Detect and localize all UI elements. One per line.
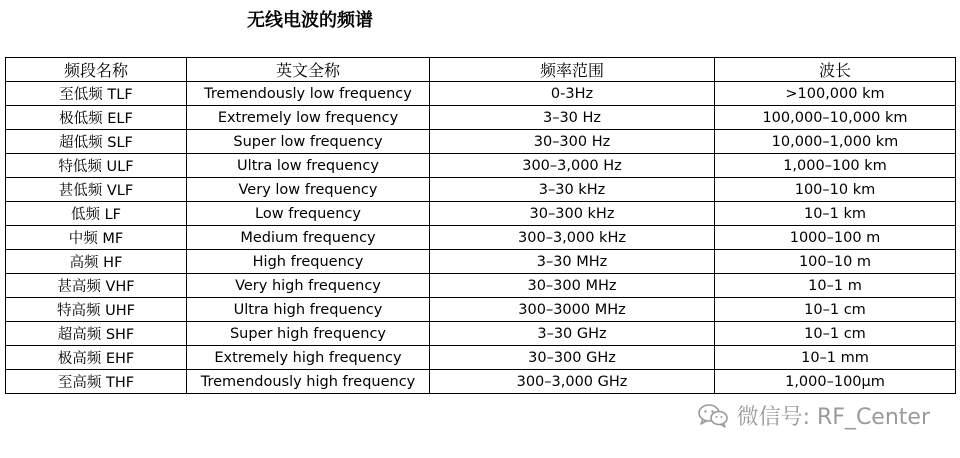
frequency-range-cell: 300–3,000 Hz: [430, 154, 715, 178]
band-name-cell: 高频 HF: [6, 250, 187, 274]
frequency-range-cell: 0-3Hz: [430, 82, 715, 106]
table-row: [6, 226, 956, 250]
wavelength-cell: 1,000–100 km: [715, 154, 956, 178]
english-name-cell: Medium frequency: [187, 226, 430, 250]
band-name-cell: 超高频 SHF: [6, 322, 187, 346]
band-name-cell: 特高频 UHF: [6, 298, 187, 322]
english-name-cell: High frequency: [187, 250, 430, 274]
wavelength-cell: 10–1 m: [715, 274, 956, 298]
band-name-cell: 中频 MF: [6, 226, 187, 250]
frequency-range-cell: 300–3,000 kHz: [430, 226, 715, 250]
frequency-range-cell: 3–30 kHz: [430, 178, 715, 202]
table-row: [6, 106, 956, 130]
column-header-frequency-range: 频率范围: [430, 58, 715, 82]
frequency-range-cell: 3–30 Hz: [430, 106, 715, 130]
wavelength-cell: 100–10 m: [715, 250, 956, 274]
wavelength-cell: >100,000 km: [715, 82, 956, 106]
english-name-cell: Low frequency: [187, 202, 430, 226]
band-name-cell: 极高频 EHF: [6, 346, 187, 370]
frequency-range-cell: 30–300 GHz: [430, 346, 715, 370]
wavelength-cell: 100–10 km: [715, 178, 956, 202]
wavelength-cell: 10–1 mm: [715, 346, 956, 370]
table-row: [6, 154, 956, 178]
english-name-cell: Ultra high frequency: [187, 298, 430, 322]
frequency-range-cell: 30–300 MHz: [430, 274, 715, 298]
table-row: [6, 250, 956, 274]
table-row: [6, 274, 956, 298]
english-name-cell: Ultra low frequency: [187, 154, 430, 178]
english-name-cell: Super low frequency: [187, 130, 430, 154]
table-row: [6, 370, 956, 394]
watermark-text: 微信号: RF_Center: [736, 404, 930, 430]
band-name-cell: 至低频 TLF: [6, 82, 187, 106]
frequency-range-cell: 30–300 kHz: [430, 202, 715, 226]
english-name-cell: Very low frequency: [187, 178, 430, 202]
english-name-cell: Very high frequency: [187, 274, 430, 298]
wavelength-cell: 1,000–100μm: [715, 370, 956, 394]
table-row: [6, 346, 956, 370]
frequency-range-cell: 3–30 GHz: [430, 322, 715, 346]
english-name-cell: Tremendously high frequency: [187, 370, 430, 394]
wavelength-cell: 1000–100 m: [715, 226, 956, 250]
table-row: [6, 130, 956, 154]
column-header-band-name: 频段名称: [6, 58, 187, 82]
band-name-cell: 至高频 THF: [6, 370, 187, 394]
document-title: 无线电波的频谱: [247, 10, 373, 31]
wechat-icon: [697, 402, 729, 428]
wavelength-cell: 10,000–1,000 km: [715, 130, 956, 154]
table-row: [6, 202, 956, 226]
frequency-range-cell: 300–3,000 GHz: [430, 370, 715, 394]
band-name-cell: 甚低频 VLF: [6, 178, 187, 202]
watermark: [697, 400, 930, 430]
english-name-cell: Tremendously low frequency: [187, 82, 430, 106]
band-name-cell: 超低频 SLF: [6, 130, 187, 154]
english-name-cell: Super high frequency: [187, 322, 430, 346]
band-name-cell: 极低频 ELF: [6, 106, 187, 130]
column-header-english-name: 英文全称: [187, 58, 430, 82]
english-name-cell: Extremely low frequency: [187, 106, 430, 130]
frequency-range-cell: 300–3000 MHz: [430, 298, 715, 322]
band-name-cell: 特低频 ULF: [6, 154, 187, 178]
table-row: [6, 322, 956, 346]
spectrum-table: [5, 57, 956, 394]
wavelength-cell: 100,000–10,000 km: [715, 106, 956, 130]
wavelength-cell: 10–1 cm: [715, 298, 956, 322]
band-name-cell: 低频 LF: [6, 202, 187, 226]
frequency-range-cell: 30–300 Hz: [430, 130, 715, 154]
table-row: [6, 178, 956, 202]
wavelength-cell: 10–1 cm: [715, 322, 956, 346]
table-row: [6, 82, 956, 106]
table-header-row: [6, 58, 956, 82]
english-name-cell: Extremely high frequency: [187, 346, 430, 370]
column-header-wavelength: 波长: [715, 58, 956, 82]
band-name-cell: 甚高频 VHF: [6, 274, 187, 298]
table-row: [6, 298, 956, 322]
wavelength-cell: 10–1 km: [715, 202, 956, 226]
frequency-range-cell: 3–30 MHz: [430, 250, 715, 274]
